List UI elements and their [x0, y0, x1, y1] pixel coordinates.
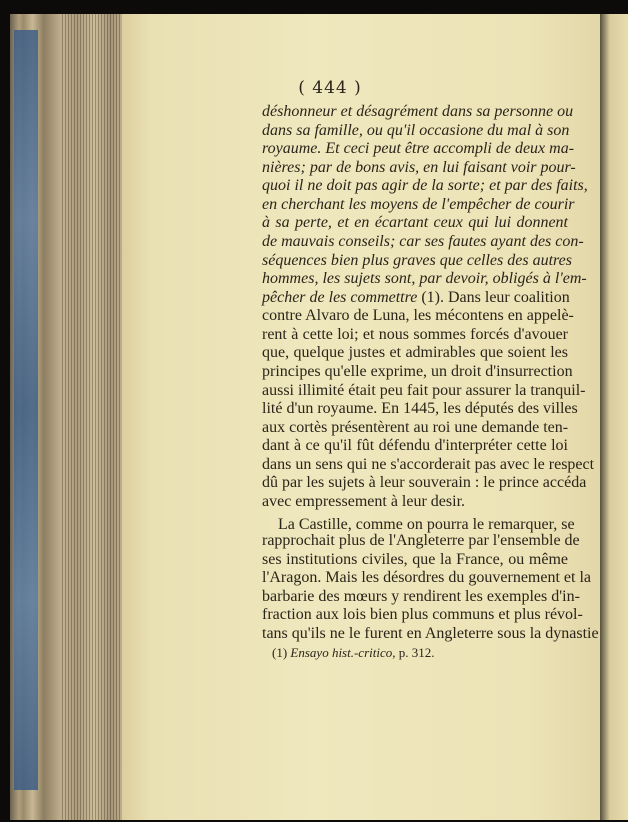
text-line: en cherchant les moyens de l'empêcher de courir: [262, 195, 575, 213]
text-line: La Castille, comme on pourra le remarquer, se: [278, 515, 575, 533]
text-line: quoi il ne doit pas agir de la sorte; et par des faits,: [262, 177, 588, 195]
footnote-reference: , p. 312.: [392, 645, 435, 660]
text-line: à sa perte, et en écartant ceux qui lui donnent: [262, 214, 568, 232]
text-line: avec empressement à leur desir.: [262, 492, 466, 510]
text-line: aussi illimité était peu fait pour assurer la tranquil-: [262, 381, 586, 399]
text-line: rent à cette loi; et nous sommes forcés d'avouer: [262, 325, 568, 343]
text-line: contre Alvaro de Luna, les mécontens en appelè-: [262, 307, 574, 325]
text-line: [262, 289, 568, 307]
text-line: barbarie des mœurs y rendirent les exemples d'in-: [262, 587, 580, 605]
text-line: principes qu'elle exprime, un droit d'insurrection: [262, 362, 573, 380]
text-line: l'Aragon. Mais les désordres du gouvernement et la: [262, 569, 592, 587]
text-line: nières; par de bons avis, en lui faisant voir pour-: [262, 158, 576, 176]
text-line: aux cortès présentèrent au roi une demande ten-: [262, 418, 569, 436]
text-line-italic-part: pêcher de les commettre: [262, 288, 418, 306]
text-line-roman-part: (1). Dans leur coalition: [417, 288, 570, 306]
footnote: [272, 645, 568, 661]
text-line: fraction aux lois bien plus communs et plus révol-: [262, 606, 583, 624]
text-line: rapprochait plus de l'Angleterre par l'ensemble de: [262, 532, 580, 550]
footnote-marker: (1): [272, 645, 291, 660]
text-line: dû par les sujets à leur souverain : le prince accéda: [262, 474, 587, 492]
text-line: hommes, les sujets sont, par devoir, obligés à l'em-: [262, 270, 587, 288]
text-line: de mauvais conseils; car ses fautes ayant des con-: [262, 232, 584, 250]
text-line: que, quelque justes et admirables que soient les: [262, 344, 568, 362]
book-cover-cloth: [14, 30, 38, 790]
text-line: dans sa famille, ou qu'il occasione du mal à son: [262, 121, 570, 139]
text-line: déshonneur et désagrément dans sa personne ou: [262, 103, 574, 120]
facing-page-edge: [600, 14, 628, 820]
text-line: ses institutions civiles, que la France, ou même: [262, 550, 568, 568]
text-line: royaume. Et ceci peut être accompli de deux ma-: [262, 140, 575, 158]
footnote-title: Ensayo hist.-critico: [290, 645, 393, 660]
text-line: tans qu'ils ne le furent en Angleterre sous la dynastie: [262, 624, 599, 642]
page-block-edges: [62, 14, 122, 820]
text-line: lité d'un royaume. En 1445, les députés des villes: [262, 400, 578, 418]
page-number: ( 444 ): [298, 78, 362, 98]
text-line: dans un sens qui ne s'accorderait pas avec le respect: [262, 455, 595, 473]
text-line: dant à ce qu'il fût défendu d'interpréter cette loi: [262, 437, 568, 455]
text-line: séquences bien plus graves que celles des autres: [262, 251, 572, 269]
